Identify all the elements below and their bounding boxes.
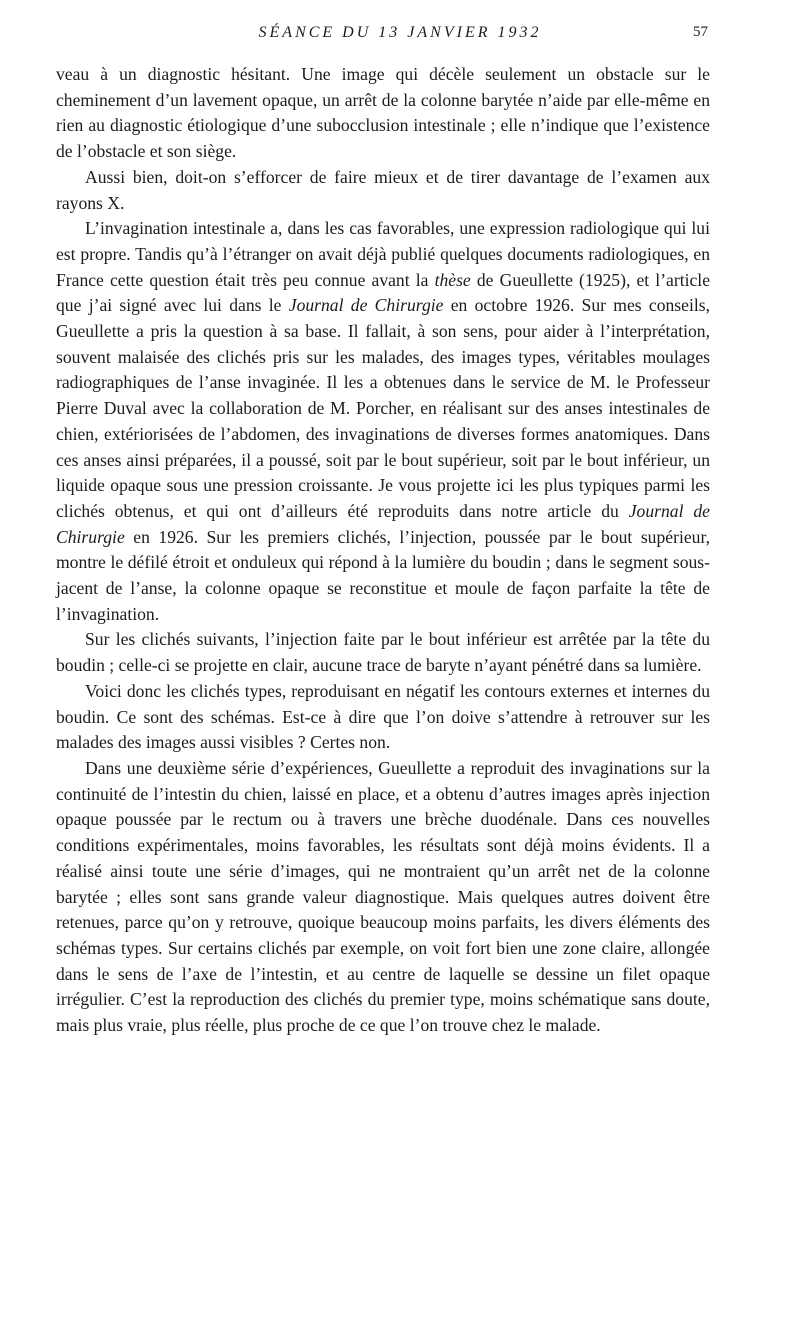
paragraph-3-text-4: en 1926. Sur les premiers clichés, l’injection, poussée par le bout supérieur, montre le défilé étroit et onduleux qui répond à la lumière du boudin ; dans le segment sous-jacent de l’anse, la colonne opaque se reconstitue et moule de façon parfaite la tête de l’invagination. — [56, 526, 710, 624]
running-header — [0, 24, 800, 46]
body-text — [56, 62, 710, 1039]
paragraph-4: Sur les clichés suivants, l’injection faite par le bout inférieur est arrêtée par la tête du boudin ; celle-ci se projette en clair, aucune trace de baryte n’ayant pénétré dans sa lumière. — [56, 629, 710, 676]
page-number: 57 — [693, 24, 708, 40]
paragraph-6: Dans une deuxième série d’expériences, Gueullette a reproduit des invaginations sur la continuité de l’intestin du chien, laissé en place, et a obtenu d’autres images après injection opaque poussée par le rectum ou à travers une brèche duodénale. Dans ces nouvelles conditions expérimentales, moins favorables, les résultats sont déjà moins évidents. Il a réalisé ainsi toute une série d’images, qui ne montraient qu’un arrêt net de la colonne barytée ; elles sont sans grande valeur diagnostique. Mais quelques autres doivent être retenues, parce qu’on y retrouve, quoique beaucoup moins parfaits, les divers éléments des schémas types. Sur certains clichés par exemple, on voit fort bien une zone claire, allongée dans le sens de l’axe de l’intestin, et au centre de laquelle se dessine un filet opaque irrégulier. C’est la reproduction des clichés du premier type, moins schématique sans doute, mais plus vraie, plus réelle, plus proche de ce que l’on trouve chez le malade. — [56, 757, 710, 1036]
paragraph-3-text-3: en octobre 1926. Sur mes conseils, Gueullette a pris la question à sa base. Il fallait, à son sens, pour aider à l’interprétation, souvent malaisée des clichés pris sur les malades, des images types, véritables moulages radiographiques de l’anse invaginée. Il les a obtenues dans le service de M. le Professeur Pierre Duval avec la collaboration de M. Porcher, en réalisant sur des anses intestinales de chien, extériorisées de l’abdomen, des invaginations de diverses formes anatomiques. Dans ces anses ainsi préparées, il a poussé, soit par le bout supérieur, soit par le bout inférieur, un liquide opaque sous une pression croissante. Je vous projette ici les plus typiques parmi les clichés obtenus, et qui ont d’ailleurs été reproduits dans notre article du — [56, 295, 710, 521]
journal-title-2: Journal de Chirurgie — [56, 500, 710, 547]
thesis-emphasis: thèse — [434, 269, 471, 290]
paragraph-2: Aussi bien, doit-on s’efforcer de faire mieux et de tirer davantage de l’examen aux rayons X. — [56, 166, 710, 213]
running-title: SÉANCE DU 13 JANVIER 1932 — [258, 24, 542, 41]
paragraph-1: veau à un diagnostic hésitant. Une image qui décèle seulement un obstacle sur le cheminement d’un lavement opaque, un arrêt de la colonne barytée n’aide par elle-même en rien au diagnostic étiologique d’une subocclusion intestinale ; elle n’indique que l’existence de l’obstacle et son siège. — [56, 64, 710, 162]
paragraph-5: Voici donc les clichés types, reproduisant en négatif les contours externes et internes du boudin. Ce sont des schémas. Est-ce à dire que l’on doive s’attendre à retrouver sur les malades des images aussi visibles ? Certes non. — [56, 680, 710, 753]
paragraph-3 — [56, 216, 710, 627]
paragraph-3-text-1: L’invagination intestinale a, dans les cas favorables, une expression radiologique qui lui est propre. Tandis qu’à l’étranger on avait déjà publié quelques documents radiologiques, en France cette question était très peu connue avant la — [56, 218, 710, 290]
journal-title-1: Journal de Chirurgie — [288, 295, 444, 316]
paragraph-3-text-2: de Gueullette (1925), et l’article que j’ai signé avec lui dans le — [56, 269, 711, 316]
